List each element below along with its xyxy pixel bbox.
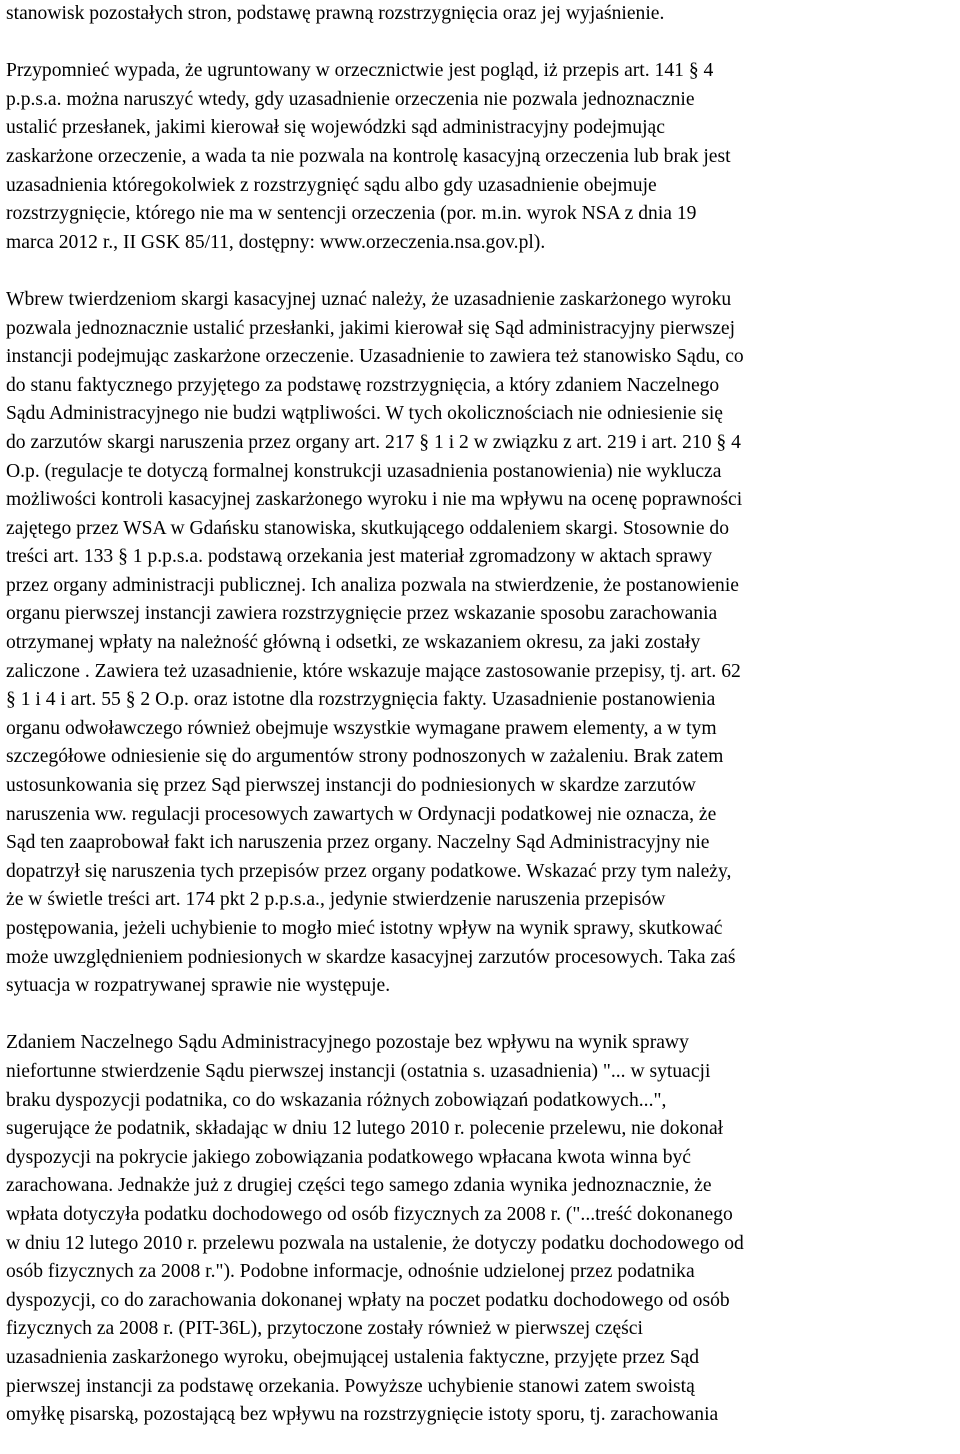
text-line: instancji podejmując zaskarżone orzeczenie. Uzasadnienie to zawiera też stanowisko Sądu, co	[6, 346, 744, 368]
paragraph-3	[6, 286, 956, 1001]
text-line: postępowania, jeżeli uchybienie to mogło mieć istotny wpływ na wynik sprawy, skutkować	[6, 918, 723, 939]
text-line: szczegółowe odniesienie się do argumentów strony podnoszonych w zażaleniu. Brak zatem	[6, 746, 724, 768]
text-line: Zdaniem Naczelnego Sądu Administracyjnego pozostaje bez wpływu na wynik sprawy	[6, 1032, 689, 1054]
text-line: zarachowana. Jednakże już z drugiej części tego samego zdania wynika jednoznacznie, że	[6, 1175, 712, 1197]
paragraph-1	[6, 0, 956, 29]
text-line: pierwszej instancji za podstawę orzekania. Powyższe uchybienie stanowi zatem swoistą	[6, 1375, 695, 1397]
text-line: Przypomnieć wypada, że ugruntowany w orzecznictwie jest pogląd, iż przepis art. 141 § 4	[6, 60, 714, 82]
text-line: w dniu 12 lutego 2010 r. przelewu pozwala na ustalenie, że dotyczy podatku dochodowego od	[6, 1232, 744, 1254]
text-line: organu odwoławczego również obejmuje wszystkie wymagane prawem elementy, a w tym	[6, 717, 717, 739]
text-line: wpłata dotyczyła podatku dochodowego od osób fizycznych za 2008 r. ("...treść dokonanego	[6, 1203, 733, 1225]
text-line: zaliczone . Zawiera też uzasadnienie, które wskazuje mające zastosowanie przepisy, tj. art. 62	[6, 660, 741, 682]
text-line: uzasadnienia zaskarżonego wyroku, obejmującej ustalenia faktyczne, przyjęte przez Sąd	[6, 1346, 700, 1368]
paragraph-gap	[6, 29, 956, 58]
text-line: zaskarżone orzeczenie, a wada ta nie pozwala na kontrolę kasacyjną orzeczenia lub brak jest	[6, 145, 731, 167]
text-line: O.p. (regulacje te dotyczą formalnej konstrukcji uzasadnienia postanowienia) nie wyklucza	[6, 460, 722, 482]
text-line: dyspozycji, co do zarachowania dokonanej wpłaty na poczet podatku dochodowego od osób	[6, 1289, 730, 1311]
text-line: § 1 i 4 i art. 55 § 2 O.p. oraz istotne dla rozstrzygnięcia fakty. Uzasadnienie postanowienia	[6, 689, 716, 711]
text-line: do zarzutów skargi naruszenia przez organy art. 217 § 1 i 2 w związku z art. 219 i art. 210 § 4	[6, 431, 741, 453]
text-line: osób fizycznych za 2008 r."). Podobne informacje, odnośnie udzielonej przez podatnika	[6, 1261, 695, 1283]
text-line: rozstrzygnięcie, którego nie ma w sentencji orzeczenia (por. m.in. wyrok NSA z dnia 19	[6, 203, 697, 225]
text-line: dopatrzył się naruszenia tych przepisów przez organy podatkowe. Wskazać przy tym należy,	[6, 860, 732, 882]
text-line: p.p.s.a. można naruszyć wtedy, gdy uzasadnienie orzeczenia nie pozwala jednoznacznie	[6, 88, 695, 110]
text-line: naruszenia ww. regulacji procesowych zawartych w Ordynacji podatkowej nie oznacza, że	[6, 803, 717, 825]
text-line: Sądu Administracyjnego nie budzi wątpliwości. W tych okolicznościach nie odniesienie się	[6, 403, 724, 425]
text-line: omyłkę pisarską, pozostającą bez wpływu na rozstrzygnięcie istoty sporu, tj. zarachowania	[6, 1404, 719, 1426]
text-line: dyspozycji na pokrycie jakiego zobowiązania podatkowego wpłacana kwota winna być	[6, 1146, 691, 1168]
text-line: uzasadnienia któregokolwiek z rozstrzygnięć sądu albo gdy uzasadnienie obejmuje	[6, 174, 657, 196]
text-line: Sąd ten zaaprobował fakt ich naruszenia przez organy. Naczelny Sąd Administracyjny nie	[6, 832, 710, 854]
paragraph-4	[6, 1029, 956, 1429]
text-line: ustosunkowania się przez Sąd pierwszej instancji do podniesionych w skardze zarzutów	[6, 775, 696, 797]
text-line: stanowisk pozostałych stron, podstawę prawną rozstrzygnięcia oraz jej wyjaśnienie.	[6, 3, 665, 24]
paragraph-gap	[6, 1001, 956, 1030]
text-line: pozwala jednoznacznie ustalić przesłanki, jakimi kierował się Sąd administracyjny pierwszej	[6, 317, 736, 339]
document-page	[6, 0, 956, 1430]
text-line: fizycznych za 2008 r. (PIT-36L), przytoczone zostały również w pierwszej części	[6, 1318, 643, 1340]
text-line: przez organy administracji publicznej. Ich analiza pozwala na stwierdzenie, że postanowienie	[6, 574, 739, 596]
text-line: marca 2012 r., II GSK 85/11, dostępny: www.orzeczenia.nsa.gov.pl).	[6, 231, 546, 253]
text-line: niefortunne stwierdzenie Sądu pierwszej instancji (ostatnia s. uzasadnienia) "... w sytuacji	[6, 1060, 711, 1082]
text-line: braku dyspozycji podatnika, co do wskazania różnych zobowiązań podatkowych...",	[6, 1089, 667, 1111]
text-line: możliwości kontroli kasacyjnej zaskarżonego wyroku i nie ma wpływu na ocenę poprawności	[6, 489, 743, 511]
text-line: do stanu faktycznego przyjętego za podstawę rozstrzygnięcia, a który zdaniem Naczelnego	[6, 374, 720, 396]
text-line: Wbrew twierdzeniom skargi kasacyjnej uznać należy, że uzasadnienie zaskarżonego wyroku	[6, 288, 732, 310]
paragraph-gap	[6, 257, 956, 286]
text-line: treści art. 133 § 1 p.p.s.a. podstawą orzekania jest materiał zgromadzony w aktach sprawy	[6, 546, 713, 568]
text-line: ustalić przesłanek, jakimi kierował się wojewódzki sąd administracyjny podejmując	[6, 117, 665, 139]
text-line: może uwzględnieniem podniesionych w skardze kasacyjnej zarzutów procesowych. Taka zaś	[6, 946, 736, 968]
text-line: że w świetle treści art. 174 pkt 2 p.p.s.a., jedynie stwierdzenie naruszenia przepisów	[6, 889, 666, 911]
text-line: organu pierwszej instancji zawiera rozstrzygnięcie przez wskazanie sposobu zarachowania	[6, 603, 718, 625]
text-line: sytuacja w rozpatrywanej sprawie nie występuje.	[6, 975, 391, 997]
text-line: zajętego przez WSA w Gdańsku stanowiska, skutkującego oddaleniem skargi. Stosownie do	[6, 517, 730, 539]
text-line: sugerujące że podatnik, składając w dniu 12 lutego 2010 r. polecenie przelewu, nie dokonał	[6, 1118, 724, 1140]
paragraph-2	[6, 57, 956, 257]
text-line: otrzymanej wpłaty na należność główną i odsetki, ze wskazaniem okresu, za jaki zostały	[6, 632, 701, 654]
